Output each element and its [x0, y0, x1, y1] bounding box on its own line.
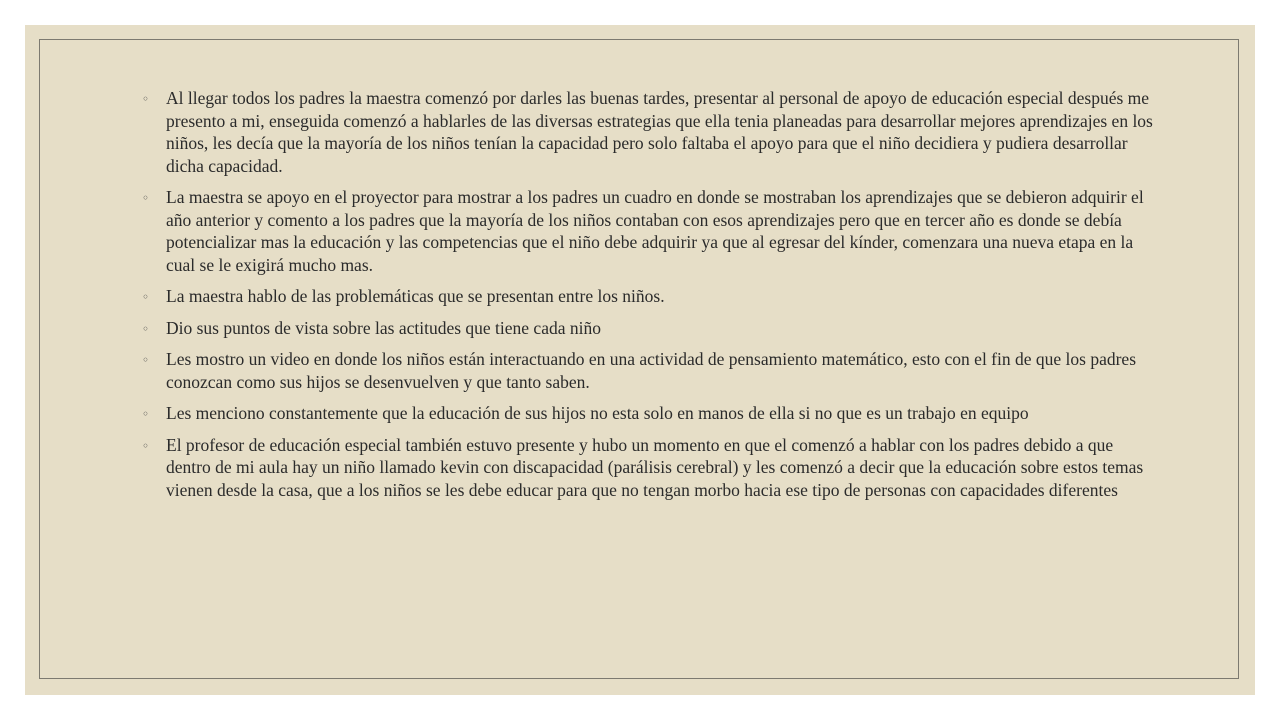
bullet-item — [140, 317, 1160, 340]
bullet-text: Les mostro un video en donde los niños están interactuando en una actividad de pensamiento matemático, esto con el fin de que los padres conozcan como sus hijos se desenvuelven y que tanto saben. — [166, 349, 1137, 392]
hollow-bullet-icon: ◦ — [142, 407, 150, 421]
bullet-list — [140, 87, 1160, 510]
bullet-text: El profesor de educación especial también estuvo presente y hubo un momento en que el comenzó a hablar con los padres debido a que dentro de mi aula hay un niño llamado kevin con discapacidad (parálisis cerebral) y les comenzó a decir que la educación sobre estos temas vienen desde la casa, que a los niños se les debe educar para que no tengan morbo hacia ese tipo de personas con capacidades diferentes — [166, 434, 1144, 500]
bullet-text: La maestra hablo de las problemáticas que se presentan entre los niños. — [166, 286, 665, 306]
hollow-bullet-icon: ◦ — [142, 92, 150, 106]
bullet-text: Dio sus puntos de vista sobre las actitudes que tiene cada niño — [166, 317, 601, 338]
hollow-bullet-icon: ◦ — [142, 321, 150, 336]
bullet-item — [140, 87, 1160, 177]
hollow-bullet-icon: ◦ — [142, 191, 150, 205]
hollow-bullet-icon: ◦ — [142, 353, 150, 367]
bullet-item — [140, 434, 1160, 502]
bullet-item — [140, 186, 1160, 276]
bullet-item — [140, 402, 1160, 425]
bullet-text: Al llegar todos los padres la maestra comenzó por darles las buenas tardes, presentar al personal de apoyo de educación especial después me presento a mi, enseguida comenzó a hablarles de las diversas estrategias que ella tenia planeadas para desarrollar mejores aprendizajes en los niños, les decía que la mayoría de los niños tenían la capacidad pero solo faltaba el apoyo para que el niño decidiera y pudiera desarrollar dicha capacidad. — [166, 88, 1153, 176]
hollow-bullet-icon: ◦ — [142, 438, 150, 453]
slide — [25, 25, 1255, 695]
hollow-bullet-icon: ◦ — [142, 290, 150, 304]
bullet-item — [140, 348, 1160, 393]
bullet-text: Les menciono constantemente que la educación de sus hijos no esta solo en manos de ella si no que es un trabajo en equipo — [166, 403, 1029, 423]
bullet-text: La maestra se apoyo en el proyector para mostrar a los padres un cuadro en donde se mostraban los aprendizajes que se debieron adquirir el año anterior y comento a los padres que la mayoría de los niños contaban con esos aprendizajes pero que en tercer año es donde se debía potencializar mas la educación y las competencias que el niño debe adquirir ya que al egresar del kínder, comenzara una nueva etapa en la cual se le exigirá mucho mas. — [166, 187, 1144, 275]
bullet-item — [140, 285, 1160, 308]
